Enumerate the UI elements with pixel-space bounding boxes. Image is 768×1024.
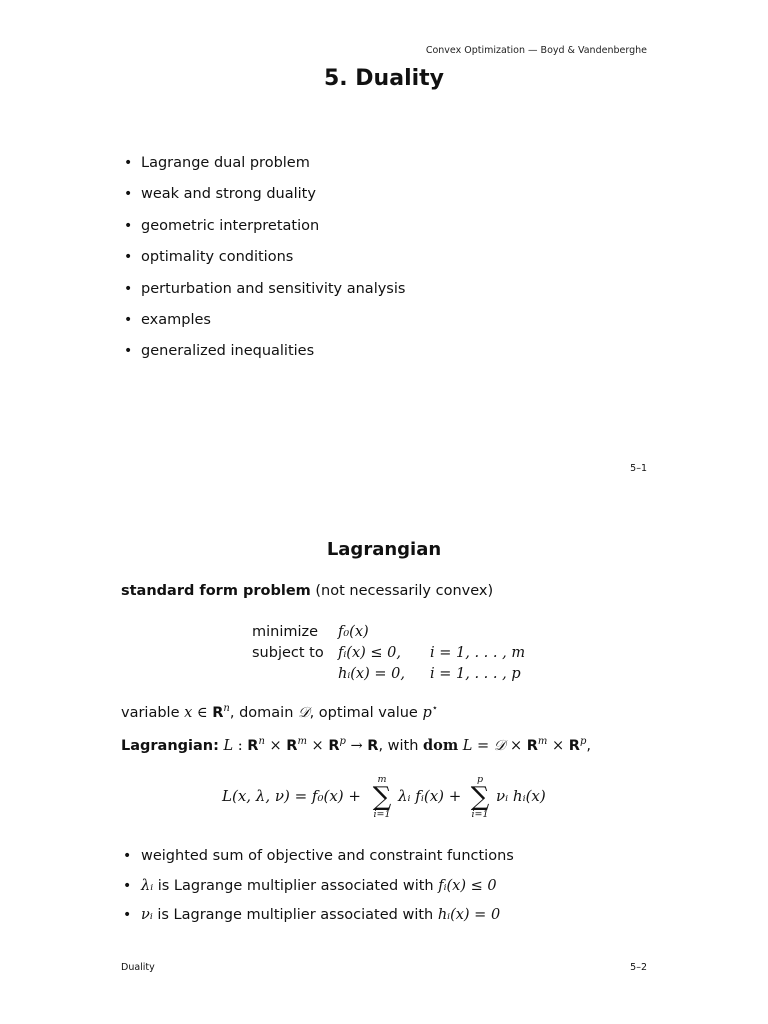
minimize-label: minimize [252,623,319,640]
list-item-label: perturbation and sensitivity analysis [141,280,406,297]
topic-list [122,152,405,372]
list-item [122,340,405,371]
sum-lower-limit: i=1 [471,809,489,820]
dimension-sup: n [223,703,230,714]
list-item-label: Lagrange dual problem [141,155,310,171]
sum-upper-limit: p [476,774,484,785]
dom-expr: L = [458,737,494,754]
bullet-icon: • [124,343,133,360]
lagrangian-notes [121,845,514,934]
domain-text: , domain [229,704,299,721]
subject-to-label: subject to [252,644,324,661]
reals-symbol: R [328,737,340,754]
list-item [122,183,405,214]
list-item-label: weak and strong duality [141,186,316,203]
times: × [505,737,527,754]
variable-text: variable [121,704,185,721]
sigma-icon: ∑ [470,782,490,812]
equation-lhs: L(x, λ, ν) = f₀(x) + [222,787,361,805]
lagrangian-symbol: L [223,737,234,754]
list-item [121,875,514,905]
constraint-math: hᵢ(x) = 0 [437,907,501,923]
list-item [122,278,405,309]
sum-upper-limit: m [377,774,387,785]
page-number: 5–1 [630,463,647,474]
optimal-value-symbol: p [422,704,432,721]
reals-symbol: R [212,704,224,721]
domain-symbol: 𝒟 [298,704,310,721]
bullet-icon: • [124,249,133,266]
star-sup: ⋆ [431,703,439,714]
page-number: 5–2 [630,962,647,973]
list-item-label: is Lagrange multiplier associated with [153,877,439,894]
times: × [306,737,329,754]
list-item-label: geometric interpretation [141,217,320,234]
inequality-constraint: fᵢ(x) ≤ 0, [338,644,401,661]
sup: n [258,736,265,747]
equality-constraint: hᵢ(x) = 0, [338,665,405,682]
footer-section-label: Duality [121,962,155,973]
inequality-range: i = 1, . . . , m [430,644,526,661]
lagrangian-label: Lagrangian: [121,737,219,754]
variable-math: x ∈ [184,704,213,721]
comma: , [586,737,591,754]
dom-operator: dom [423,736,459,754]
lagrangian-equation [0,772,768,832]
list-item-label: optimality conditions [141,249,294,266]
equation-term1: λᵢ fᵢ(x) + [398,787,462,805]
list-item-label: generalized inequalities [141,343,315,360]
list-item [122,246,405,277]
list-item-label: is Lagrange multiplier associated with [152,907,438,923]
standard-form-line [121,583,493,599]
reals-symbol: R [286,737,298,754]
sum-symbol [368,774,396,820]
with-text: , with [378,737,424,754]
bullet-icon: • [124,186,133,203]
optimal-value-text: , optimal value [309,704,423,721]
colon: : [233,737,248,754]
multiplier-symbol: νᵢ [141,907,153,923]
sup: m [537,736,548,747]
bullet-icon: • [124,280,133,297]
bullet-icon: • [123,877,132,894]
bullet-icon: • [124,311,133,328]
domain-symbol: 𝒟 [493,737,506,754]
bullet-icon: • [124,155,133,171]
standard-form-label: standard form problem [121,583,311,599]
bullet-icon: • [124,217,133,234]
lagrangian-definition [121,736,591,754]
running-header: Convex Optimization — Boyd & Vandenberghe [425,45,647,56]
constraint-math: fᵢ(x) ≤ 0 [438,877,497,894]
objective-expr: f₀(x) [338,623,369,640]
times: × [547,737,569,754]
list-item [122,152,405,183]
sup: p [339,736,346,747]
sup: p [579,736,587,747]
reals-symbol: R [526,737,538,754]
bullet-icon: • [123,848,132,864]
arrow-icon: → [345,737,368,754]
equality-range: i = 1, . . . , p [430,665,521,682]
equation-term2: νᵢ hᵢ(x) [496,787,546,805]
list-item [122,309,405,340]
page-title: 5. Duality [323,66,445,91]
reals-symbol: R [568,737,580,754]
list-item-label: weighted sum of objective and constraint functions [141,848,514,864]
list-item [121,904,514,934]
multiplier-symbol: λᵢ [141,877,154,894]
list-item [122,215,405,246]
optimization-problem [252,621,525,684]
sup: m [297,736,307,747]
standard-form-note: (not necessarily convex) [315,583,494,599]
list-item-label: examples [141,311,211,328]
variable-line [121,703,438,721]
section-title: Lagrangian [326,539,442,560]
bullet-icon: • [123,907,132,923]
reals-symbol: R [247,737,259,754]
sigma-icon: ∑ [372,782,392,812]
reals-symbol: R [367,737,379,754]
sum-lower-limit: i=1 [373,809,391,820]
times: × [264,737,287,754]
list-item [121,845,514,875]
sum-symbol [466,774,494,820]
